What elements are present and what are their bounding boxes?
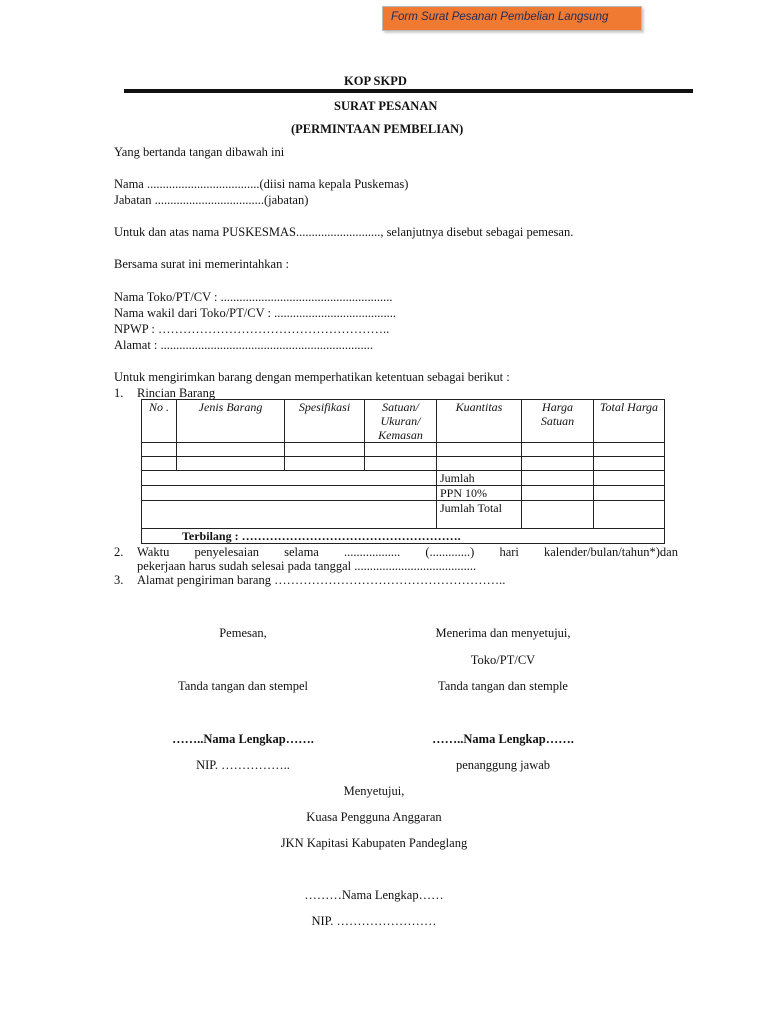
form-title-tag-text: Form Surat Pesanan Pembelian Langsung	[391, 11, 609, 23]
intro-text: Yang bertanda tangan dibawah ini	[114, 145, 285, 159]
table-cell	[522, 486, 594, 501]
ppn-row	[142, 486, 665, 501]
document-title: SURAT PESANAN	[334, 99, 438, 113]
table-cell	[594, 443, 665, 457]
table-cell	[285, 457, 365, 471]
table-cell	[522, 501, 594, 529]
item-2-word: penyelesaian	[194, 545, 260, 559]
header-spesifikasi: Spesifikasi	[285, 400, 365, 443]
pemesan-label: Pemesan,	[219, 626, 267, 640]
nama-lengkap-right: ……..Nama Lengkap…….	[432, 732, 574, 746]
atas-nama-text: Untuk dan atas nama PUSKESMAS..........................., selanjutnya disebut sebagai pemesan.	[114, 225, 574, 239]
item-2-word: hari	[499, 545, 519, 559]
table-cell	[177, 457, 285, 471]
penanggung-jawab: penanggung jawab	[455, 758, 551, 772]
item-1-text: Rincian Barang	[137, 386, 216, 400]
jabatan-field: Jabatan ...................................(jabatan)	[114, 193, 309, 207]
item-2-number: 2.	[114, 545, 124, 559]
table-cell	[365, 443, 437, 457]
table-cell	[594, 486, 665, 501]
table-cell	[594, 501, 665, 529]
table-cell	[142, 471, 437, 486]
alamat-field: Alamat : ....................................................................	[114, 338, 374, 352]
wakil-field: Nama wakil dari Toko/PT/CV : .......................................	[114, 306, 396, 320]
nip-left: NIP. ……………..	[196, 758, 290, 772]
menyetujui-label: Menyetujui,	[343, 784, 405, 798]
item-2-word: (.............)	[425, 545, 475, 559]
npwp-field: NPWP : ………………………………………………..	[114, 322, 390, 336]
table-row	[142, 443, 665, 457]
item-2-line-2: pekerjaan harus sudah selesai pada tanggal .......................................	[137, 559, 477, 573]
table-cell	[522, 471, 594, 486]
terbilang-text: Terbilang : ……………………………………………….	[142, 529, 665, 544]
table-cell	[594, 471, 665, 486]
letterhead-rule	[124, 89, 693, 93]
item-2-word: selama	[284, 545, 319, 559]
jkn-label: JKN Kapitasi Kabupaten Pandeglang	[280, 836, 468, 850]
ttd-left: Tanda tangan dan stempel	[178, 679, 308, 693]
bersama-text: Bersama surat ini memerintahkan :	[114, 257, 289, 271]
document-subtitle: (PERMINTAAN PEMBELIAN)	[291, 122, 464, 136]
nip-bottom: NIP. ……………………	[311, 914, 437, 928]
header-kuantitas: Kuantitas	[437, 400, 522, 443]
nama-field: Nama ....................................(diisi nama kepala Puskemas)	[114, 177, 409, 191]
table-cell	[437, 457, 522, 471]
ketentuan-text: Untuk mengirimkan barang dengan memperhatikan ketentuan sebagai berikut :	[114, 370, 510, 384]
toko-label: Toko/PT/CV	[470, 653, 536, 667]
terbilang-row	[142, 529, 665, 544]
table-cell	[142, 443, 177, 457]
table-cell	[522, 457, 594, 471]
nama-lengkap-bottom: ………Nama Lengkap……	[304, 888, 444, 902]
header-no: No .	[142, 400, 177, 443]
toko-field: Nama Toko/PT/CV : .......................................................	[114, 290, 393, 304]
table-row	[142, 457, 665, 471]
table-cell	[142, 501, 437, 529]
item-1-number: 1.	[114, 386, 124, 400]
form-title-tag	[382, 6, 642, 31]
kuasa-label: Kuasa Pengguna Anggaran	[306, 810, 442, 824]
nama-lengkap-left: ……..Nama Lengkap…….	[172, 732, 314, 746]
item-2-word: kalender/bulan/tahun*)dan	[544, 545, 678, 559]
ppn-label: PPN 10%	[437, 486, 522, 501]
item-3-text: Alamat pengiriman barang ………………………………………………..	[137, 573, 506, 587]
item-3-number: 3.	[114, 573, 124, 587]
table-cell	[594, 457, 665, 471]
header-satuan: Satuan/ Ukuran/ Kemasan	[365, 400, 437, 443]
table-cell	[177, 443, 285, 457]
jumlah-label: Jumlah	[437, 471, 522, 486]
table-cell	[142, 486, 437, 501]
header-harga-satuan: Harga Satuan	[522, 400, 594, 443]
item-2-word: Waktu	[137, 545, 170, 559]
table-cell	[285, 443, 365, 457]
jumlah-row	[142, 471, 665, 486]
table-cell	[142, 457, 177, 471]
jumlah-total-label: Jumlah Total	[437, 501, 522, 529]
item-2-line-1	[137, 545, 678, 560]
menerima-label: Menerima dan menyetujui,	[435, 626, 571, 640]
ttd-right: Tanda tangan dan stemple	[438, 679, 568, 693]
table-cell	[365, 457, 437, 471]
table-cell	[437, 443, 522, 457]
jumlah-total-row	[142, 501, 665, 529]
table-header-row	[142, 400, 665, 443]
rincian-barang-table	[141, 399, 665, 544]
table-cell	[522, 443, 594, 457]
header-jenis-barang: Jenis Barang	[177, 400, 285, 443]
header-total-harga: Total Harga	[594, 400, 665, 443]
kop-skpd: KOP SKPD	[344, 74, 407, 88]
item-2-word: ..................	[343, 545, 401, 559]
